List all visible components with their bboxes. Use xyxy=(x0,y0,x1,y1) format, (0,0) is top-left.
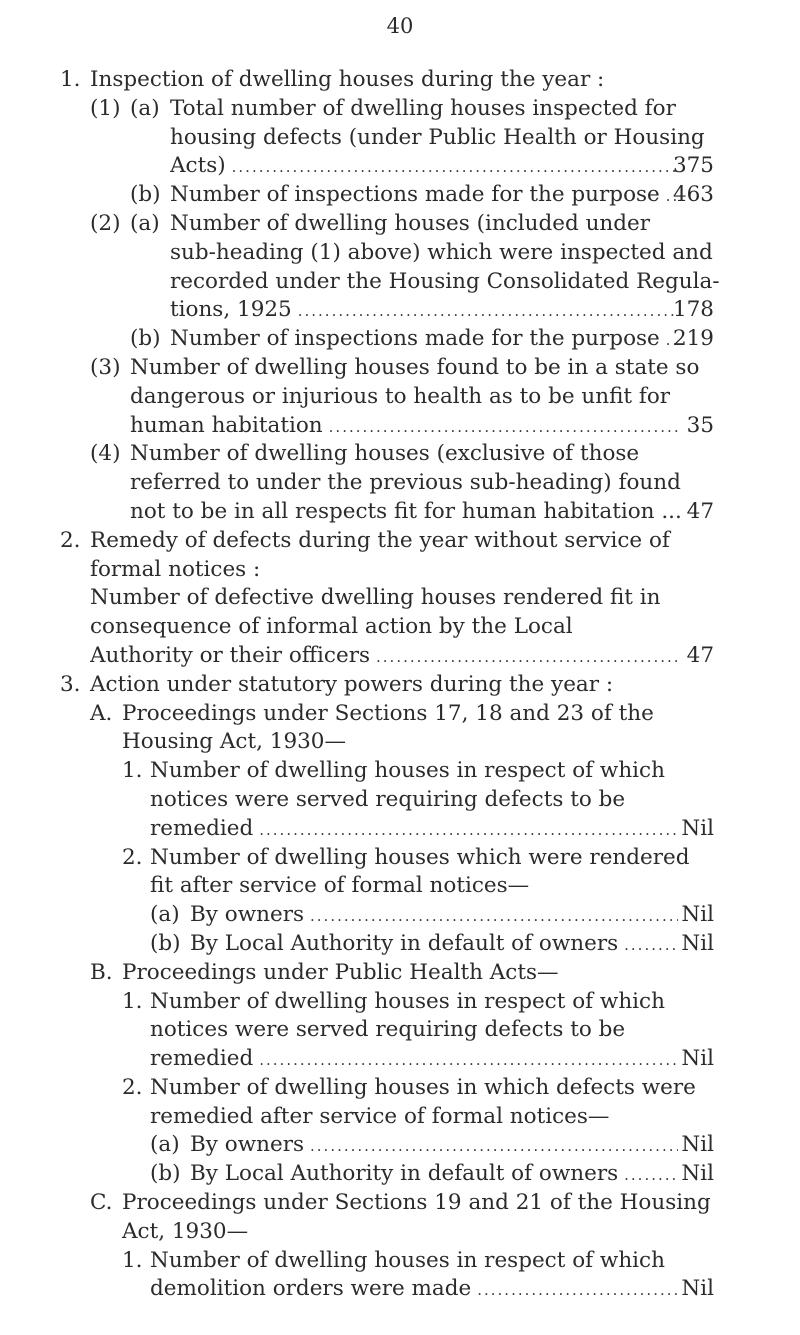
item-number: (4) xyxy=(90,441,121,467)
dot-leader xyxy=(150,1045,714,1075)
part-a-item-1-line xyxy=(0,786,800,815)
part-a-line xyxy=(0,700,800,729)
line-text: Number of inspections made for the purpose xyxy=(170,182,660,208)
sub-label: (b) xyxy=(130,326,161,352)
value: 178 xyxy=(672,297,714,323)
dot-leader xyxy=(190,1131,714,1161)
line-text: not to be in all respects fit for human habitation ... xyxy=(130,498,682,524)
section-number: 1. xyxy=(60,67,81,92)
item-number: 2. xyxy=(122,844,143,870)
value: Nil xyxy=(681,902,714,928)
value: Nil xyxy=(681,1276,714,1302)
line-text: Number of dwelling houses in respect of which xyxy=(150,758,665,784)
section-3-heading xyxy=(0,671,800,700)
part-b-item-1-value-line xyxy=(0,1045,800,1074)
part-a-line xyxy=(0,728,800,757)
line-text: Number of inspections made for the purpose xyxy=(170,326,660,352)
housing-report xyxy=(0,66,800,1304)
item-1-2a-line xyxy=(0,210,800,239)
line-text: Remedy of defects during the year without service of xyxy=(90,527,670,553)
section-2-line xyxy=(0,527,800,556)
value: 219 xyxy=(672,326,714,352)
line-text: Act, 1930— xyxy=(122,1218,249,1244)
dot-leader xyxy=(130,412,714,442)
sub-label: (a) xyxy=(150,902,180,928)
sub-label: (a) xyxy=(130,210,160,236)
line-text: demolition orders were made xyxy=(150,1276,472,1302)
line-text: Total number of dwelling houses inspected for xyxy=(170,95,676,121)
section-2-line xyxy=(0,584,800,613)
part-b-item-2-line xyxy=(0,1074,800,1103)
item-number: 2. xyxy=(122,1074,143,1100)
sub-label: (a) xyxy=(130,95,160,121)
item-1-2a-line xyxy=(0,268,800,297)
item-number: 1. xyxy=(122,758,143,784)
line-text: Proceedings under Sections 19 and 21 of the Housing xyxy=(122,1190,711,1216)
part-b-line xyxy=(0,959,800,988)
line-text: notices were served requiring defects to be xyxy=(150,786,626,812)
line-text: Number of dwelling houses (exclusive of those xyxy=(130,441,640,467)
item-1-1b-value-line xyxy=(0,181,800,210)
line-text: sub-heading (1) above) which were inspected and xyxy=(170,239,713,265)
line-text: Number of dwelling houses which were rendered xyxy=(150,844,690,870)
item-1-3-line xyxy=(0,383,800,412)
part-a-item-2b-value-line xyxy=(0,930,800,959)
sub-label: (a) xyxy=(150,1132,180,1158)
line-text: remedied after service of formal notices— xyxy=(150,1103,610,1129)
line-text: housing defects (under Public Health or Housing xyxy=(170,124,705,150)
dot-leader xyxy=(150,815,714,845)
value: 35 xyxy=(686,412,714,438)
dot-leader xyxy=(90,642,714,672)
dot-leader xyxy=(170,296,714,326)
value: 47 xyxy=(686,642,714,668)
item-number: (1) xyxy=(90,95,121,121)
line-text: remedied xyxy=(150,1046,254,1072)
part-c-item-1-value-line xyxy=(0,1275,800,1304)
line-text: fit after service of formal notices— xyxy=(150,873,530,899)
line-text: tions, 1925 xyxy=(170,297,292,323)
value: 463 xyxy=(672,182,714,208)
sub-label: (b) xyxy=(150,1161,181,1187)
dot-leader xyxy=(190,1160,714,1190)
section-2-line xyxy=(0,556,800,585)
item-1-1a-line xyxy=(0,95,800,124)
part-b-item-1-line xyxy=(0,1016,800,1045)
dot-leader xyxy=(170,181,714,211)
section-2-value-line xyxy=(0,642,800,671)
section-number: 3. xyxy=(60,671,81,697)
item-1-4-value-line xyxy=(0,498,800,527)
item-number: 1. xyxy=(122,1247,143,1273)
line-text: human habitation xyxy=(130,412,323,438)
line-text: Proceedings under Public Health Acts— xyxy=(122,959,559,985)
sub-label: (b) xyxy=(150,930,181,956)
value: Nil xyxy=(681,1161,714,1187)
line-text: Acts) xyxy=(170,153,226,179)
line-text: Number of dwelling houses found to be in a state so xyxy=(130,354,700,380)
item-1-3-line xyxy=(0,354,800,383)
sub-label: (b) xyxy=(130,182,161,208)
item-1-1a-line xyxy=(0,124,800,153)
item-1-4-line xyxy=(0,440,800,469)
part-c-line xyxy=(0,1189,800,1218)
part-label: A. xyxy=(90,700,113,726)
item-1-2a-line xyxy=(0,239,800,268)
value: Nil xyxy=(681,815,714,841)
dot-leader xyxy=(190,901,714,931)
part-a-item-2-line xyxy=(0,844,800,873)
heading-text: Action under statutory powers during the year : xyxy=(90,671,614,697)
part-a-item-2a-value-line xyxy=(0,901,800,930)
line-text: formal notices : xyxy=(90,556,261,582)
section-2-line xyxy=(0,613,800,642)
part-c-line xyxy=(0,1218,800,1247)
part-b-item-2b-value-line xyxy=(0,1160,800,1189)
line-text: Proceedings under Sections 17, 18 and 23 of the xyxy=(122,700,654,726)
value: Nil xyxy=(681,1132,714,1158)
line-text: By Local Authority in default of owners xyxy=(190,1161,619,1187)
line-text: referred to under the previous sub-heading) found xyxy=(130,470,681,496)
line-text: Number of dwelling houses in respect of which xyxy=(150,988,665,1014)
item-number: (3) xyxy=(90,354,121,380)
dot-leader xyxy=(190,930,714,960)
line-text: Housing Act, 1930— xyxy=(122,729,346,755)
part-b-item-2-line xyxy=(0,1103,800,1132)
dot-leader xyxy=(150,1275,714,1305)
line-text: Number of dwelling houses in respect of which xyxy=(150,1247,665,1273)
part-a-item-2-line xyxy=(0,872,800,901)
line-text: notices were served requiring defects to be xyxy=(150,1017,626,1043)
part-b-item-2a-value-line xyxy=(0,1131,800,1160)
line-text: dangerous or injurious to health as to be unfit for xyxy=(130,383,671,409)
part-label: B. xyxy=(90,959,113,985)
item-number: 1. xyxy=(122,988,143,1014)
part-a-item-1-value-line xyxy=(0,815,800,844)
item-1-2a-value-line xyxy=(0,296,800,325)
line-text: By Local Authority in default of owners xyxy=(190,930,619,956)
section-1-heading xyxy=(0,66,800,95)
part-c-item-1-line xyxy=(0,1247,800,1276)
item-number: (2) xyxy=(90,210,121,236)
line-text: By owners xyxy=(190,902,305,928)
line-text: Number of dwelling houses in which defects were xyxy=(150,1074,696,1100)
item-1-3-value-line xyxy=(0,412,800,441)
line-text: Number of dwelling houses (included under xyxy=(170,210,651,236)
line-text: remedied xyxy=(150,815,254,841)
line-text: recorded under the Housing Consolidated Regula- xyxy=(170,268,720,294)
page-number: 40 xyxy=(386,14,414,38)
line-text: By owners xyxy=(190,1132,305,1158)
part-b-item-1-line xyxy=(0,988,800,1017)
value: 47 xyxy=(686,498,714,524)
part-label: C. xyxy=(90,1190,113,1216)
heading-text: Inspection of dwelling houses during the year : xyxy=(90,67,605,92)
part-a-item-1-line xyxy=(0,757,800,786)
dot-leader xyxy=(170,152,714,182)
item-1-1a-value-line xyxy=(0,152,800,181)
value: 375 xyxy=(672,153,714,179)
item-1-4-line xyxy=(0,469,800,498)
item-1-2b-value-line xyxy=(0,325,800,354)
line-text: Authority or their officers xyxy=(90,642,371,668)
line-text: consequence of informal action by the Local xyxy=(90,614,573,640)
value: Nil xyxy=(681,930,714,956)
value: Nil xyxy=(681,1046,714,1072)
dot-leader xyxy=(170,325,714,355)
section-number: 2. xyxy=(60,527,81,553)
line-text: Number of defective dwelling houses rendered fit in xyxy=(90,585,661,611)
